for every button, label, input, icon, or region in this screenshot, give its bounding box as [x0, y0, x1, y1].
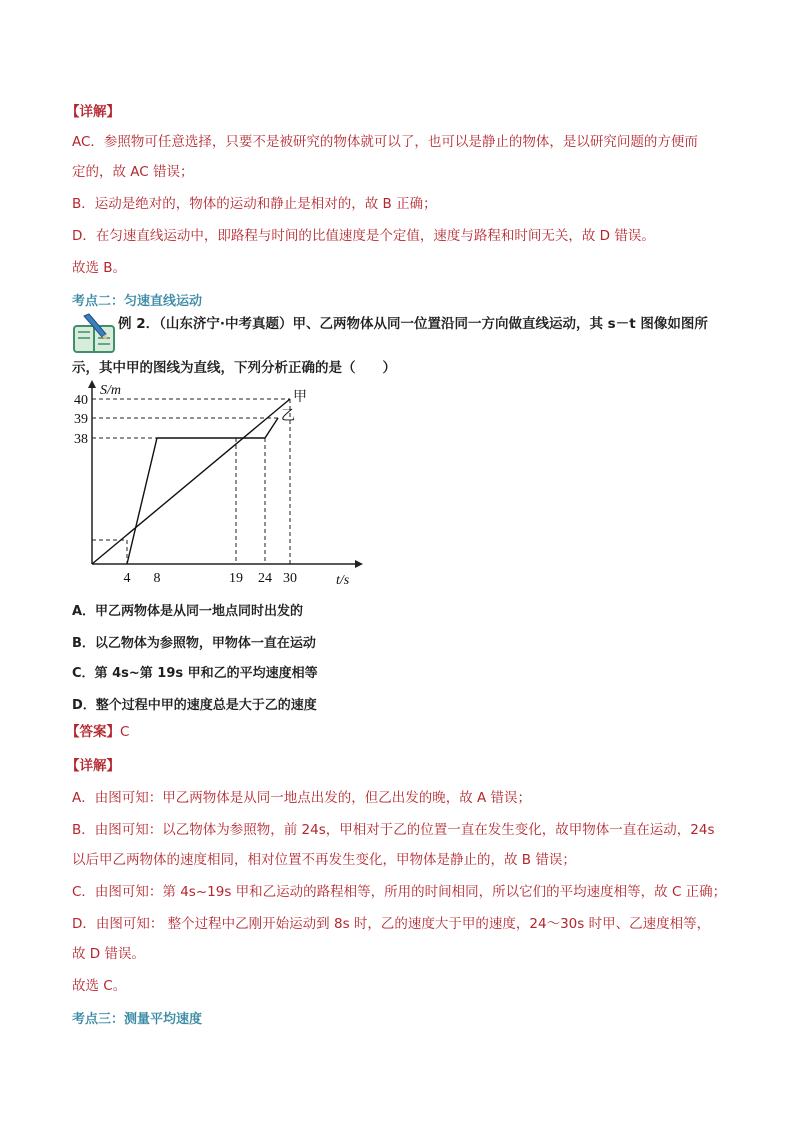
series-label: 甲 — [293, 390, 307, 405]
detail2-line: D．由图可知： 整个过程中乙刚开始运动到 8s 时，乙的速度大于甲的速度，24～30s 时甲、乙速度相等， — [72, 916, 711, 932]
x-tick-label: 24 — [258, 571, 272, 586]
section-title: 考点二：匀速直线运动 — [72, 294, 203, 309]
detail1-line: 故选 B。 — [72, 260, 127, 276]
x-axis-label: t/s — [336, 573, 350, 588]
detail-heading-1: 【详解】 — [66, 104, 120, 120]
option-a: A．甲乙两物体是从同一地点同时出发的 — [72, 604, 304, 619]
answer-value: C — [120, 724, 130, 740]
detail2-line: B．由图可知：以乙物体为参照物，前 24s，甲相对于乙的位置一直在发生变化，故甲物体一直在运动，24s — [72, 822, 715, 838]
x-tick-label: 4 — [123, 571, 131, 586]
x-axis-arrow — [355, 560, 363, 568]
answer-row — [66, 722, 129, 742]
option-c: C．第 4s~第 19s 甲和乙的平均速度相等 — [72, 666, 318, 681]
series-line-2 — [127, 418, 278, 564]
answer-label: 【答案】 — [66, 724, 120, 740]
example-line-2: 示，其中甲的图线为直线，下列分析正确的是（ ） — [72, 360, 396, 376]
y-axis-label: S/m — [100, 383, 121, 398]
detail2-line: A．由图可知：甲乙两物体是从同一地点出发的，但乙出发的晚，故 A 错误； — [72, 790, 532, 806]
detail1-line: 定的，故 AC 错误； — [72, 164, 194, 180]
y-axis-arrow — [88, 380, 96, 388]
y-tick-label: 38 — [74, 432, 88, 447]
x-tick-label: 19 — [229, 571, 243, 586]
section-title: 考点三：测量平均速度 — [72, 1012, 203, 1027]
option-d: D．整个过程中甲的速度总是大于乙的速度 — [72, 698, 317, 713]
detail2-line: C．由图可知：第 4s~19s 甲和乙运动的路程相等，所用的时间相同，所以它们的平均速度相等，故 C 正确； — [72, 884, 727, 900]
detail2-line: 故 D 错误。 — [72, 946, 145, 962]
detail1-line: B．运动是绝对的，物体的运动和静止是相对的，故 B 正确； — [72, 196, 437, 212]
detail2-line: 故选 C。 — [72, 978, 127, 994]
detail1-line: AC．参照物可任意选择，只要不是被研究的物体就可以了，也可以是静止的物体，是以研究问题的方便而 — [72, 134, 698, 150]
y-tick-label: 39 — [74, 412, 88, 427]
y-tick-label: 40 — [74, 393, 88, 408]
st-chart — [70, 380, 380, 590]
example-line-1: 例 2．（山东济宁·中考真题）甲、乙两物体从同一位置沿同一方向做直线运动，其 s－t 图像如图所 — [118, 316, 708, 332]
detail1-line: D．在匀速直线运动中，即路程与时间的比值速度是个定值，速度与路程和时间无关，故 D 错误。 — [72, 228, 655, 244]
series-line-1 — [92, 399, 290, 564]
option-b: B．以乙物体为参照物，甲物体一直在运动 — [72, 636, 316, 651]
series-label: 乙 — [281, 409, 295, 424]
detail-heading-2: 【详解】 — [66, 758, 120, 774]
notebook-pencil-icon — [72, 312, 118, 354]
x-tick-label: 30 — [283, 571, 297, 586]
x-tick-label: 8 — [153, 571, 161, 586]
detail2-line: 以后甲乙两物体的速度相同，相对位置不再发生变化，甲物体是静止的，故 B 错误； — [72, 852, 576, 868]
